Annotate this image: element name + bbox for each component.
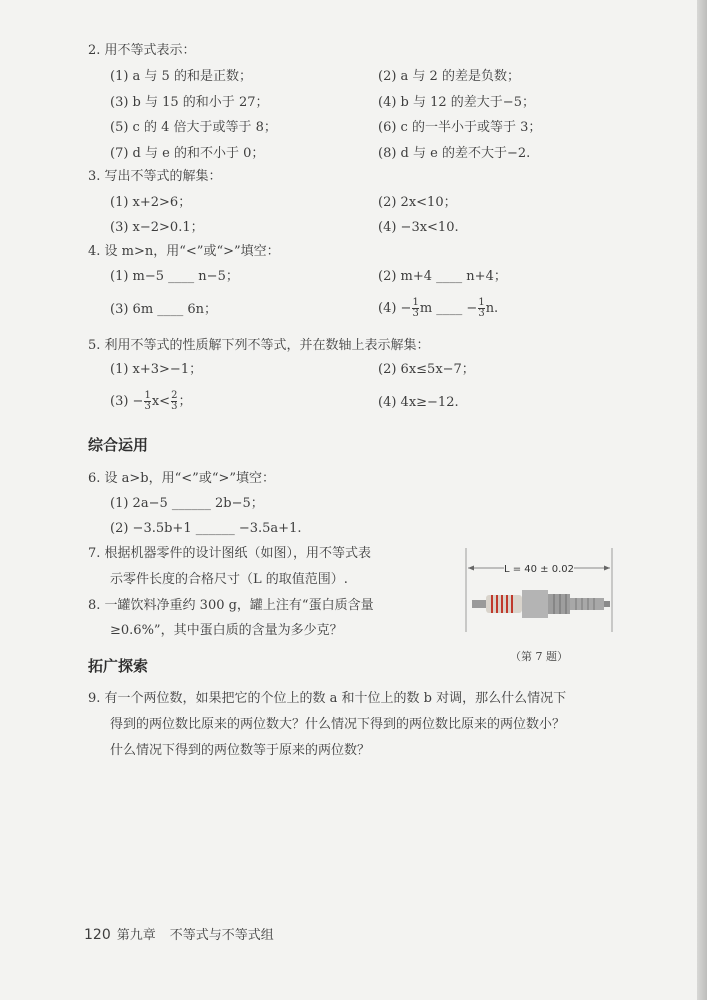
q6-item-1: (1) 2a−5 ______ 2b−5； [110,496,264,511]
figure-caption: （第 7 题） [510,650,568,663]
q4-item-3: (3) 6m ____ 6n； [110,302,218,317]
fraction-two-thirds: $\frac{2}{3}$ [171,390,178,412]
fraction-one-third: $\frac{1}{3}$ [412,297,419,319]
spark-plug-figure [464,548,614,632]
page-footer [84,924,274,943]
q5-item-4: (4) 4x≥−12. [378,395,459,410]
q6-title: 6. 设 a>b，用“<”或“>”填空： [88,471,276,486]
section-heading-explore: 拓广探索 [88,657,149,675]
q2-item-6: (6) c 的一半小于或等于 3； [378,120,542,135]
q7-line-1: 7. 根据机器零件的设计图纸（如图），用不等式表 [88,546,372,561]
q8-line-1: 8. 一罐饮料净重约 300 g，罐上注有“蛋白质含量 [88,598,374,613]
q2-item-7: (7) d 与 e 的和不小于 0； [110,146,265,161]
q7-line-2: 示零件长度的合格尺寸（L 的取值范围）. [110,572,348,587]
q4-item-1: (1) m−5 ____ n−5； [110,269,239,284]
q4-item-2: (2) m+4 ____ n+4； [378,269,507,284]
q3-item-3: (3) x−2>0.1； [110,220,204,235]
fraction-one-third: $\frac{1}{3}$ [144,390,151,412]
q3-item-2: (2) 2x<10； [378,195,457,210]
chapter-label: 第九章 [116,928,156,943]
q2-item-1: (1) a 与 5 的和是正数； [110,69,252,84]
q6-item-2: (2) −3.5b+1 ______ −3.5a+1. [110,521,302,536]
q5-title: 5. 利用不等式的性质解下列不等式，并在数轴上表示解集： [88,338,430,353]
chapter-title: 不等式与不等式组 [169,928,274,943]
q9-line-2: 得到的两位数比原来的两位数大？什么情况下得到的两位数比原来的两位数小？ [110,717,566,732]
q2-item-4: (4) b 与 12 的差大于−5； [378,95,535,110]
figure-length-label: L = 40 ± 0.02 [503,564,575,575]
q2-item-3: (3) b 与 15 的和小于 27； [110,95,269,110]
q2-title: 2. 用不等式表示： [88,43,196,58]
fraction-one-third: $\frac{1}{3}$ [478,297,485,319]
q9-line-3: 什么情况下得到的两位数等于原来的两位数？ [110,743,371,758]
q9-line-1: 9. 有一个两位数，如果把它的个位上的数 a 和十位上的数 b 对调，那么什么情况下 [88,691,567,706]
q3-title: 3. 写出不等式的解集： [88,169,222,184]
q2-item-5: (5) c 的 4 倍大于或等于 8； [110,120,277,135]
q4-title: 4. 设 m>n，用“<”或“>”填空： [88,244,280,259]
q3-item-1: (1) x+2>6； [110,195,192,210]
q8-line-2: ≥0.6%”，其中蛋白质的含量为多少克？ [110,623,343,638]
q2-item-8: (8) d 与 e 的差不大于−2. [378,146,531,161]
q2-item-2: (2) a 与 2 的差是负数； [378,69,520,84]
section-heading-comprehensive: 综合运用 [88,436,149,454]
q4-item-4: (4) − $\frac{1}{3}$ m ____ − $\frac{1}{3}$ n. [378,297,499,319]
page-edge [697,0,707,1000]
q5-item-1: (1) x+3>−1； [110,362,203,377]
q3-item-4: (4) −3x<10. [378,220,459,235]
page-number: 120 [84,927,111,943]
q5-item-2: (2) 6x≤5x−7； [378,362,475,377]
q5-item-3: (3) − $\frac{1}{3}$ x< $\frac{2}{3}$ ； [110,390,192,412]
